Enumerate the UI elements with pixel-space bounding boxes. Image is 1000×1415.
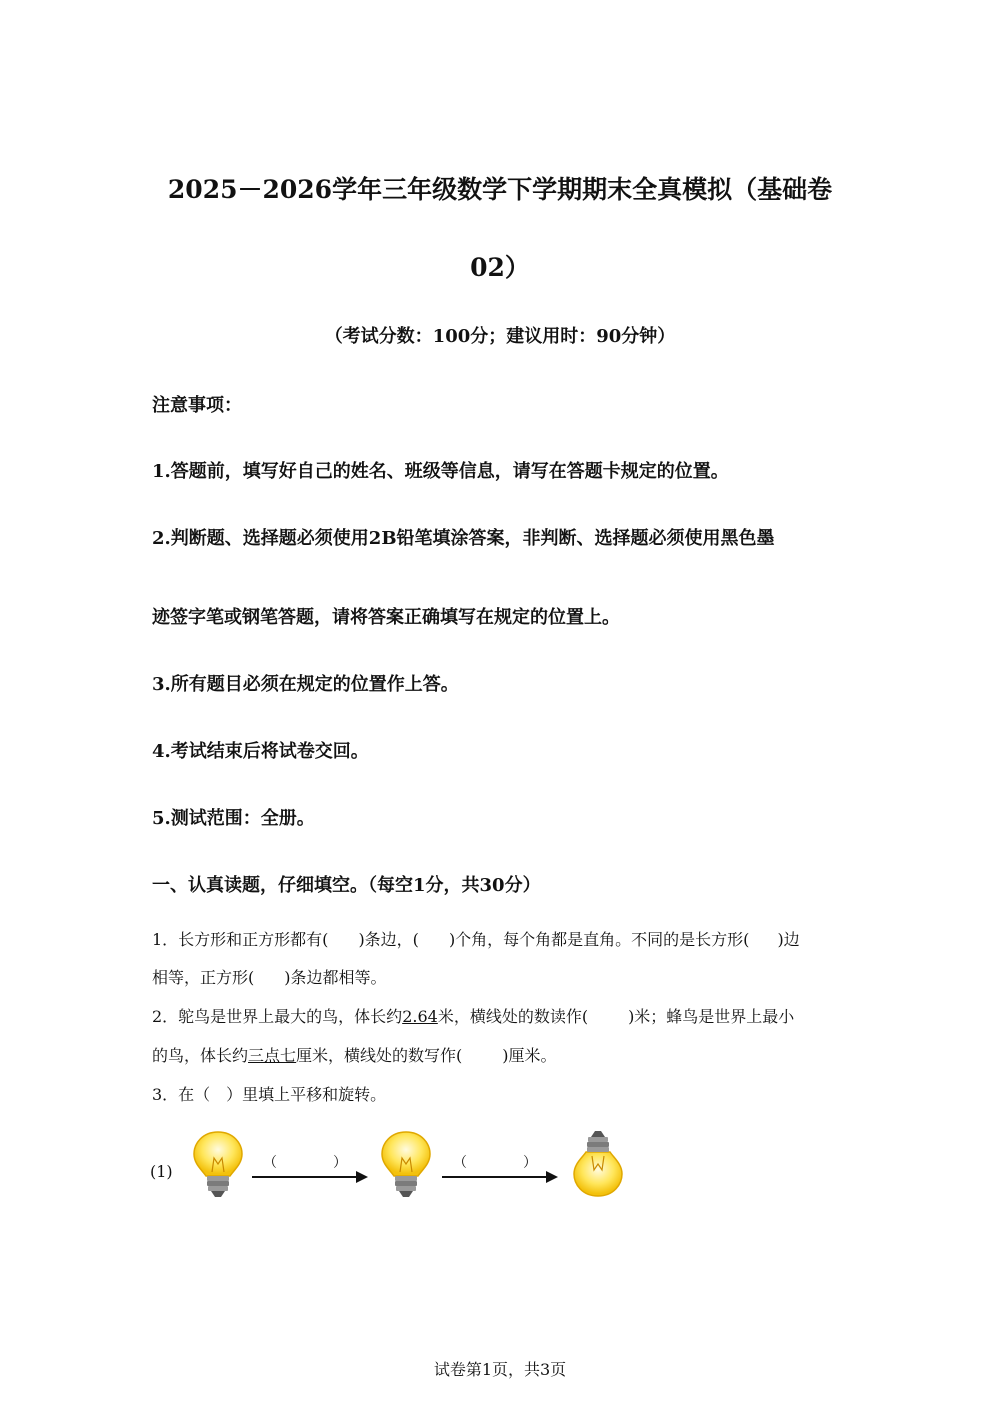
q2-text-5: 厘米，横线处的数写作( bbox=[296, 1046, 463, 1065]
question-1-line2 bbox=[152, 965, 387, 988]
exam-title-line1: 2025－2026学年三年级数学下学期期末全真模拟（基础卷 bbox=[167, 175, 833, 204]
notice-heading: 注意事项： bbox=[152, 395, 242, 416]
question-1-line1 bbox=[152, 927, 800, 950]
section1-heading: 一、认真读题，仔细填空。（每空1分，共30分） bbox=[152, 875, 541, 896]
inverted-lightbulb-icon bbox=[570, 1128, 626, 1200]
q3-blank-1[interactable]: （ ） bbox=[263, 1155, 347, 1171]
notice-item-4: 4.考试结束后将试卷交回。 bbox=[152, 741, 369, 762]
q2-underlined-number: 2.64 bbox=[402, 1007, 438, 1026]
question-3-text: 3．在（ ）里填上平移和旋转。 bbox=[152, 1085, 387, 1104]
lightbulb-icon bbox=[190, 1128, 246, 1200]
notice-item-3: 3.所有题目必须在规定的位置作上答。 bbox=[152, 674, 459, 695]
q2-text-4: 的鸟，体长约 bbox=[152, 1046, 249, 1065]
notice-item-2-line1: 2.判断题、选择题必须使用2B铅笔填涂答案，非判断、选择题必须使用黑色墨 bbox=[152, 528, 775, 549]
q2-underlined-words: 三点七 bbox=[248, 1046, 297, 1065]
q2-text-1: 2．鸵鸟是世界上最大的鸟，体长约 bbox=[152, 1007, 403, 1026]
q1-text-1: 1．长方形和正方形都有( bbox=[152, 930, 329, 949]
notice-item-1: 1.答题前，填写好自己的姓名、班级等信息，请写在答题卡规定的位置。 bbox=[152, 461, 729, 482]
q2-text-3: )米；蜂鸟是世界上最小 bbox=[628, 1007, 795, 1026]
q2-text-6: )厘米。 bbox=[502, 1046, 557, 1065]
q1-text-4: )边 bbox=[777, 930, 800, 949]
q1-text-5: 相等，正方形( bbox=[152, 968, 255, 987]
notice-item-2-line2: 迹签字笔或钢笔答题，请将答案正确填写在规定的位置上。 bbox=[152, 607, 620, 628]
question-2-line2 bbox=[152, 1043, 557, 1066]
lightbulb-icon bbox=[378, 1128, 434, 1200]
q3-sub1-label: (1) bbox=[150, 1162, 173, 1181]
page-footer: 试卷第1页，共3页 bbox=[433, 1360, 567, 1379]
q1-text-6: )条边都相等。 bbox=[284, 968, 387, 987]
q1-text-3: )个角，每个角都是直角。不同的是长方形( bbox=[448, 930, 750, 949]
q3-blank-2[interactable]: （ ） bbox=[453, 1155, 537, 1171]
q1-text-2: )条边，( bbox=[358, 930, 419, 949]
notice-item-5: 5.测试范围：全册。 bbox=[152, 808, 315, 829]
exam-info: （考试分数：100分；建议用时：90分钟） bbox=[324, 326, 676, 347]
question-2-line1 bbox=[152, 1004, 794, 1027]
exam-title-line2: 02） bbox=[470, 253, 530, 282]
right-arrow-icon bbox=[250, 1170, 370, 1184]
q2-text-2: 米，横线处的数读作( bbox=[437, 1007, 589, 1026]
right-arrow-icon bbox=[440, 1170, 560, 1184]
